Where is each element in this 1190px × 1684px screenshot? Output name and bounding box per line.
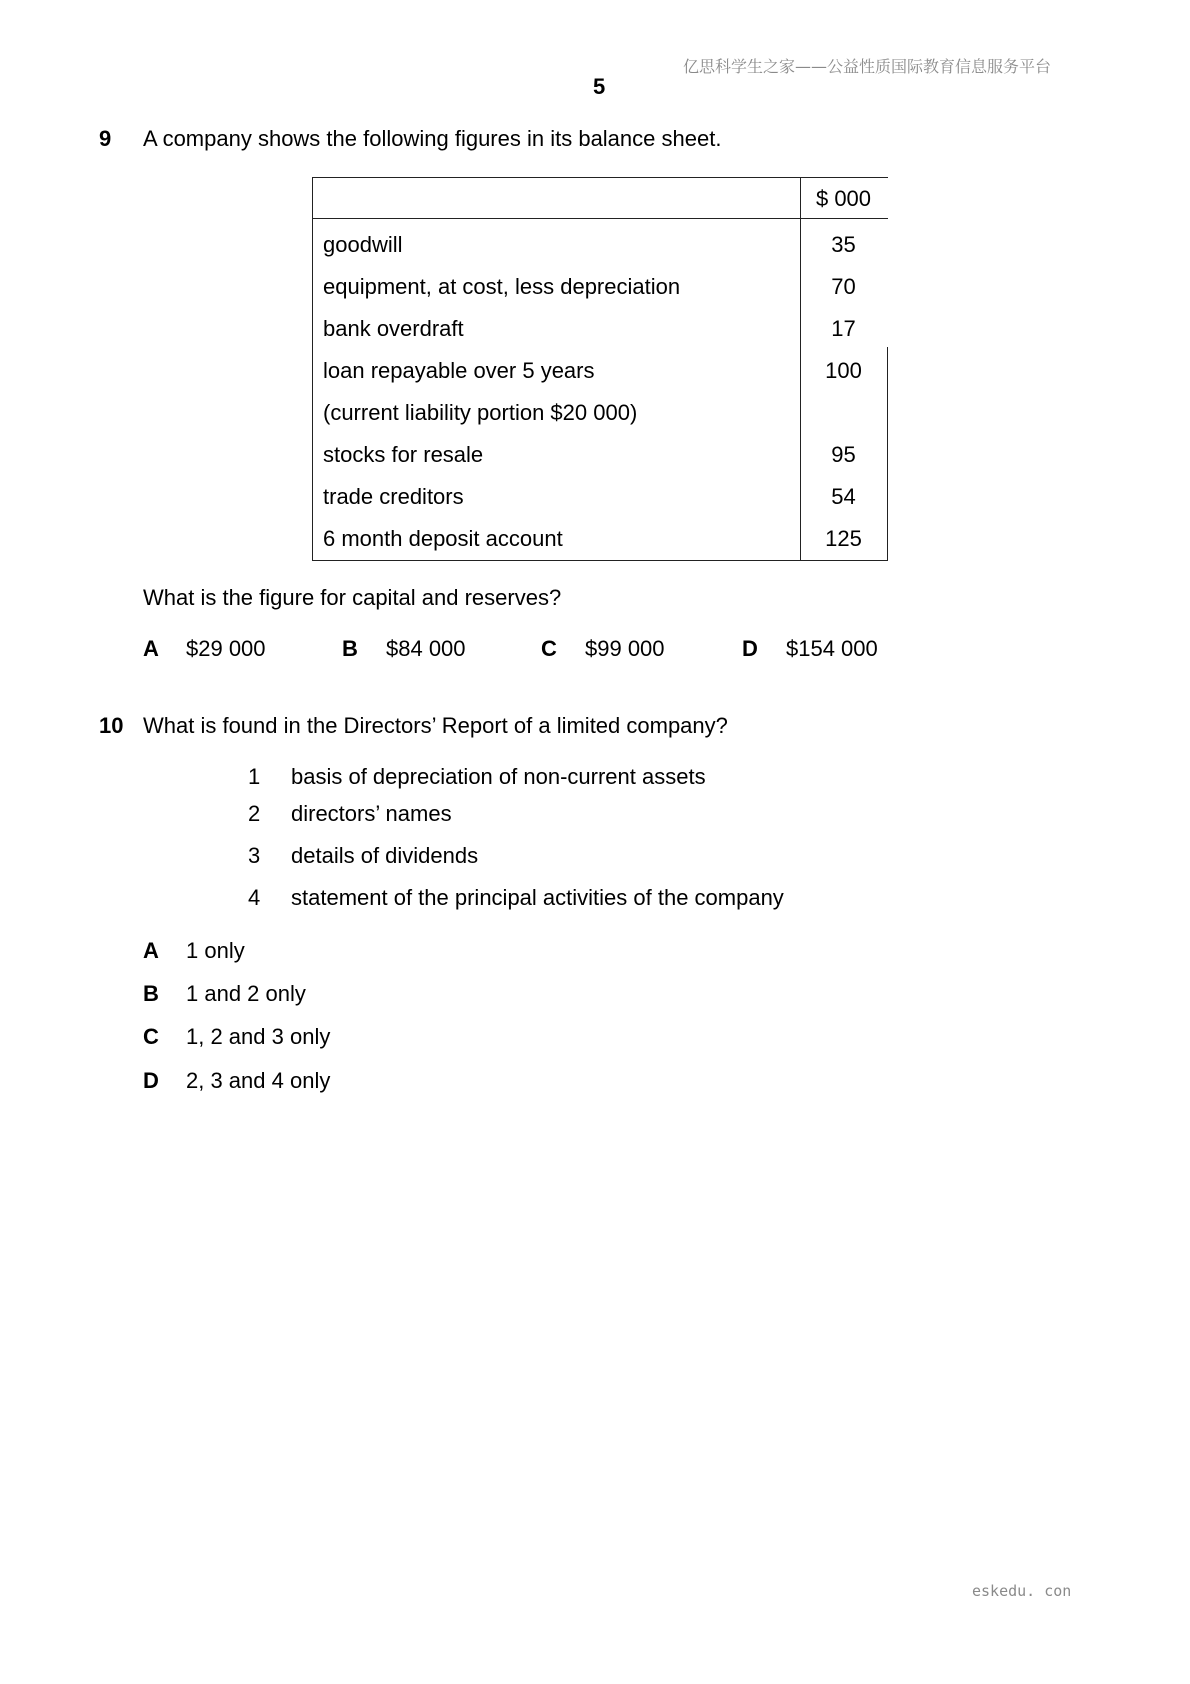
option-letter: C: [541, 636, 557, 661]
watermark-text: 亿思科学生之家——公益性质国际教育信息服务平台: [683, 57, 1052, 76]
option-letter: B: [143, 981, 159, 1006]
table-right-border: [887, 347, 888, 560]
question-text: What is the figure for capital and reserves?: [143, 585, 562, 610]
option-letter: A: [143, 938, 159, 963]
option-letter: D: [143, 1068, 159, 1093]
option-text: $29 000: [186, 636, 266, 661]
option-text: 1 and 2 only: [186, 981, 306, 1006]
row-label: bank overdraft: [323, 316, 464, 341]
statement-text: details of dividends: [291, 843, 479, 868]
question-number: 9: [99, 126, 112, 151]
row-value: 100: [825, 358, 862, 383]
row-value: 35: [831, 232, 856, 257]
statement-number: 4: [248, 885, 261, 910]
question-prompt: A company shows the following figures in its balance sheet.: [143, 126, 722, 151]
site-watermark: eskedu. con: [972, 1582, 1072, 1600]
row-value: 125: [825, 526, 862, 551]
question-number: 10: [99, 713, 124, 738]
unit-header: $ 000: [815, 186, 872, 211]
statement-number: 1: [248, 764, 261, 789]
row-value: 70: [831, 274, 856, 299]
option-text: 1, 2 and 3 only: [186, 1024, 331, 1049]
statement-text: basis of depreciation of non-current assets: [291, 764, 706, 789]
option-letter: A: [143, 636, 159, 661]
option-letter: D: [742, 636, 758, 661]
option-text: 2, 3 and 4 only: [186, 1068, 331, 1093]
option-text: $84 000: [386, 636, 466, 661]
option-text: $154 000: [786, 636, 878, 661]
row-value: 54: [831, 484, 856, 509]
balance-sheet-table: [312, 177, 888, 560]
option-letter: C: [143, 1024, 159, 1049]
row-value: 95: [831, 442, 856, 467]
row-value: 17: [831, 316, 856, 341]
question-prompt: What is found in the Directors’ Report of a limited company?: [143, 713, 728, 738]
statement-text: directors’ names: [291, 801, 452, 826]
option-text: $99 000: [585, 636, 665, 661]
statement-number: 3: [248, 843, 261, 868]
option-text: 1 only: [186, 938, 245, 963]
page-number: 5: [593, 74, 606, 99]
header-divider: [312, 218, 888, 219]
row-label: (current liability portion $20 000): [323, 400, 638, 425]
option-letter: B: [342, 636, 358, 661]
row-label: loan repayable over 5 years: [323, 358, 595, 383]
row-label: goodwill: [323, 232, 403, 257]
row-label: 6 month deposit account: [323, 526, 563, 551]
row-label: equipment, at cost, less depreciation: [323, 274, 681, 299]
row-label: trade creditors: [323, 484, 464, 509]
statement-number: 2: [248, 801, 261, 826]
row-label: stocks for resale: [323, 442, 484, 467]
statement-text: statement of the principal activities of the company: [291, 885, 784, 910]
